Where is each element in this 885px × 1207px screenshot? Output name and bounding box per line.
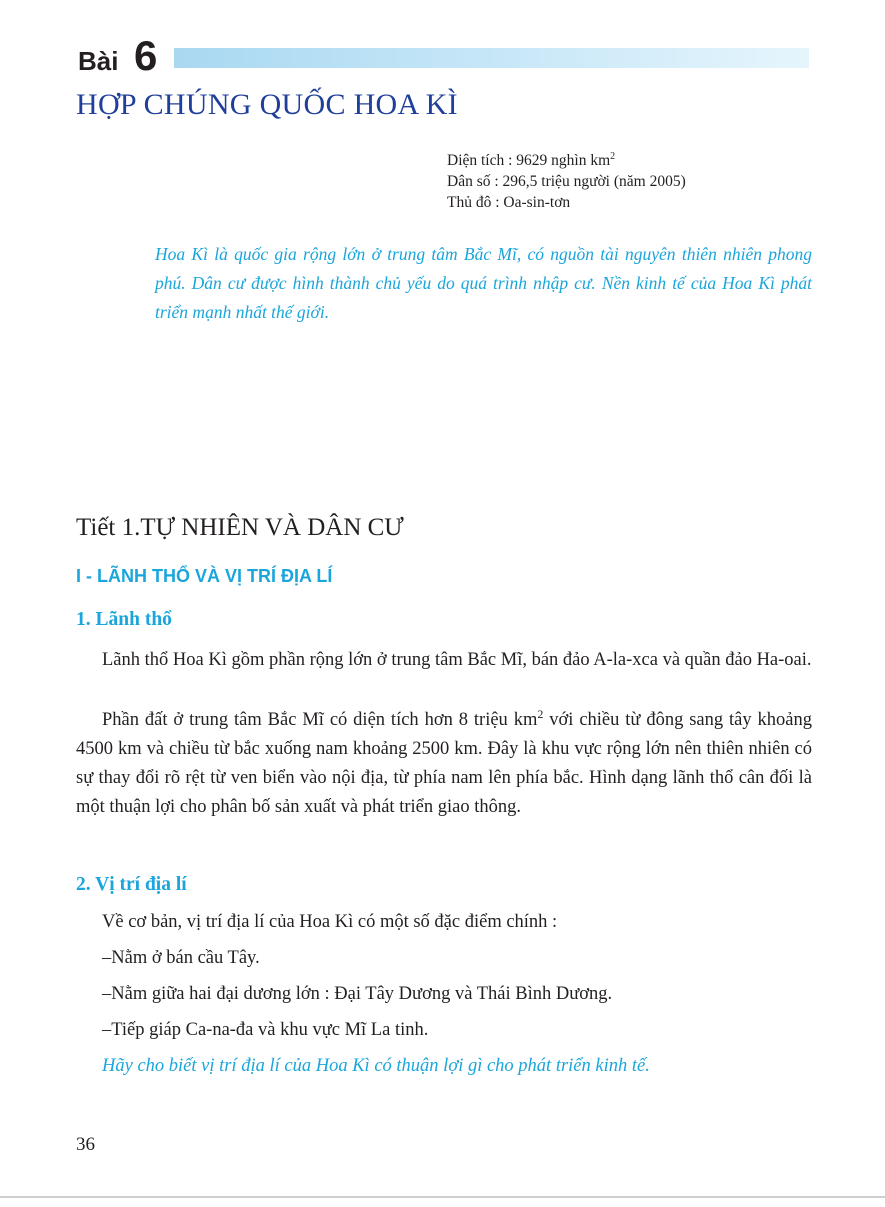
territory-paragraph-2 [76, 706, 812, 822]
location-question: Hãy cho biết vị trí địa lí của Hoa Kì có thuận lợi gì cho phát triển kinh tế. [102, 1056, 650, 1076]
lesson-header-bar [174, 48, 809, 68]
territory-paragraph-2-rest: với chiều từ đông sang tây khoảng 4500 km và chiều từ bắc xuống nam khoảng 2500 km. Đây là khu vực rộng lớn nên thiên nhiên có sự thay đổi rõ rệt từ ven biển vào nội địa, từ phía nam lên phía bắc. Hình dạng lãnh thổ cân đối là một thuận lợi cho phân bố sản xuất và phát triển giao thông. [76, 710, 813, 817]
chapter-heading: I - LÃNH THỔ VÀ VỊ TRÍ ĐỊA LÍ [76, 566, 333, 586]
lesson-title: HỢP CHÚNG QUỐC HOA KÌ [76, 88, 458, 121]
fact-area-text: Diện tích : 9629 nghìn km [447, 152, 611, 170]
lesson-label: Bài [78, 46, 119, 76]
fact-area [447, 146, 686, 171]
fact-area-superscript: 2 [610, 151, 616, 162]
location-point-3: –Tiếp giáp Ca-na-đa và khu vực Mĩ La tinh. [102, 1020, 429, 1040]
lesson-introduction: Hoa Kì là quốc gia rộng lớn ở trung tâm Bắc Mĩ, có nguồn tài nguyên thiên nhiên phong phú. Dân cư được hình thành chủ yếu do quá trình nhập cư. Nền kinh tế của Hoa Kì phát triển mạnh nhất thế giới. [155, 244, 812, 322]
fact-population: Dân số : 296,5 triệu người (năm 2005) [447, 173, 686, 191]
section-title: Tiết 1.TỰ NHIÊN VÀ DÂN CƯ [76, 514, 404, 541]
page-bottom-rule [0, 1196, 885, 1198]
location-heading: 2. Vị trí địa lí [76, 874, 187, 895]
territory-paragraph-2-superscript: 2 [537, 706, 544, 721]
territory-paragraph-1: Lãnh thổ Hoa Kì gồm phần rộng lớn ở trung tâm Bắc Mĩ, bán đảo A-la-xca và quần đảo Ha-oai. [102, 650, 812, 670]
fact-capital: Thủ đô : Oa-sin-tơn [447, 194, 571, 212]
location-point-1: –Nằm ở bán cầu Tây. [102, 948, 260, 968]
lesson-header [78, 30, 809, 78]
page-number: 36 [76, 1134, 95, 1155]
lesson-number: 6 [134, 32, 158, 79]
location-intro: Về cơ bản, vị trí địa lí của Hoa Kì có một số đặc điểm chính : [102, 912, 558, 932]
location-point-2: –Nằm giữa hai đại dương lớn : Đại Tây Dương và Thái Bình Dương. [102, 984, 613, 1004]
territory-heading: 1. Lãnh thổ [76, 609, 172, 630]
country-facts [447, 146, 686, 213]
territory-paragraph-2-start: Phần đất ở trung tâm Bắc Mĩ có diện tích hơn 8 triệu km [102, 710, 538, 730]
